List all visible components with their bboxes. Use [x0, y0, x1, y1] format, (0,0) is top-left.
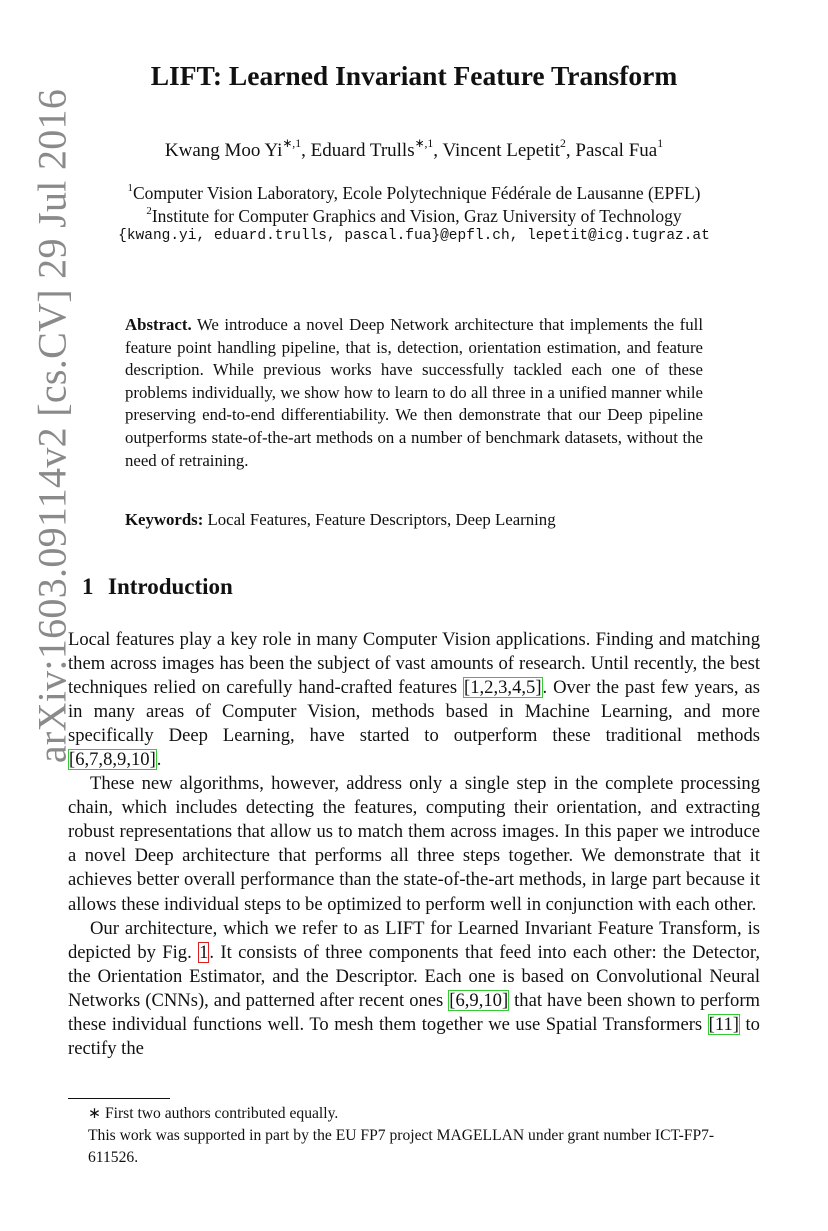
paragraph-text: Local features play a key role in many Computer Vision applications. Finding and matching them across images has been the subject of vast amounts of research. Until recently, the best techniques relied on carefully hand-crafted features	[68, 629, 760, 699]
arxiv-stamp-text: arXiv:1603.09114v2 [cs.CV] 29 Jul 2016	[29, 88, 75, 764]
citation-link[interactable]: [11]	[708, 1013, 739, 1035]
author-name: Eduard Trulls	[310, 140, 415, 161]
author-mark: 2	[560, 137, 566, 151]
paragraph	[68, 628, 760, 772]
footnotes	[88, 1103, 760, 1169]
figure-ref-link[interactable]: 1	[199, 941, 209, 963]
footnote: This work was supported in part by the EU FP7 project MAGELLAN under grant number ICT-FP7-611526.	[88, 1127, 715, 1166]
introduction-body	[68, 628, 760, 1061]
paragraph-text: . It consists of three components that feed into each other: the Detector, the Orientation Estimator, and the Descriptor. Each one is based on Convolutional Neural Networks (CNNs), and patterned after recent ones	[68, 941, 761, 1011]
affiliation-text: Computer Vision Laboratory, Ecole Polytechnique Fédérale de Lausanne (EPFL)	[132, 183, 701, 203]
citation-link[interactable]: [6,9,10]	[449, 989, 509, 1011]
author-list: Kwang Moo $Yi^{∗,1}$, Eduard Trulls$^{∗,1}$, Vincent Lepetit$^2$, Pascal Fua$^1$	[164, 137, 664, 161]
abstract-label: Abstract.	[125, 315, 192, 334]
section-heading	[82, 574, 233, 600]
keywords-text: Local Features, Feature Descriptors, Deep Learning	[207, 510, 556, 529]
footnote-divider	[68, 1098, 170, 1099]
affiliation-mark: 2	[146, 204, 152, 217]
abstract-text: We introduce a novel Deep Network architecture that implements the full feature point handling pipeline, that is, detection, orientation estimation, and feature description. While previous works have successfully tackled each one of these problems individually, we show how to learn to do all three in a unified manner while preserving end-to-end differentiability. We then demonstrate that our Deep pipeline outperforms state-of-the-art methods on a number of benchmark datasets, without the need of retraining.	[125, 315, 703, 470]
author-mark: 1	[657, 137, 664, 151]
paragraph	[68, 917, 760, 1061]
author-name: Kwang Moo Yi	[164, 140, 283, 161]
citation-link[interactable]: [6,7,8,9,10]	[69, 749, 156, 771]
paragraph-text: Our architecture, which we refer to as LIFT for Learned Invariant Feature Transform, is depicted by Fig.	[68, 917, 760, 963]
abstract	[125, 314, 703, 472]
author-name: Vincent Lepetit	[442, 140, 561, 161]
paragraph-text: to rectify the	[68, 1013, 760, 1059]
paragraph-text: . Over the past few years, as in many areas of Computer Vision, methods based in Machine Learning, and more specifically Deep Learning, have started to outperform these traditional methods	[68, 677, 760, 747]
paragraph: These new algorithms, however, address only a single step in the complete processing chain, which includes detecting the features, computing their orientation, and extracting robust representations that allow us to match them across images. In this paper we introduce a novel Deep architecture that performs all three steps together. We demonstrate that it achieves better overall performance than the state-of-the-art methods, in large part because it allows these individual steps to be optimized to perform well in conjunction with each other.	[68, 773, 760, 915]
footnote: ∗ First two authors contributed equally.	[88, 1105, 339, 1122]
affiliation-epfl	[0, 183, 828, 204]
author-mark: ∗,1	[282, 137, 302, 151]
section-number: 1	[82, 574, 94, 599]
affiliation-graz	[0, 206, 828, 227]
author-name: Pascal Fua	[575, 140, 658, 161]
affiliation-mark: 1	[127, 181, 133, 194]
author-mark: ∗,1	[414, 137, 434, 151]
keywords	[125, 510, 725, 530]
paragraph-text: .	[156, 749, 162, 771]
keywords-label: Keywords:	[125, 510, 204, 529]
paragraph-text: that have been shown to perform these individual functions well. To mesh them together we use Spatial Transformers	[68, 989, 761, 1035]
author-emails: {kwang.yi, eduard.trulls, pascal.fua}@epfl.ch, lepetit@icg.tugraz.at	[118, 228, 710, 244]
section-title: Introduction	[108, 574, 233, 599]
affiliation-text: Institute for Computer Graphics and Vision, Graz University of Technology	[151, 206, 682, 226]
paper-title: LIFT: Learned Invariant Feature Transform	[150, 60, 678, 91]
citation-link[interactable]: [1,2,3,4,5]	[464, 677, 542, 699]
